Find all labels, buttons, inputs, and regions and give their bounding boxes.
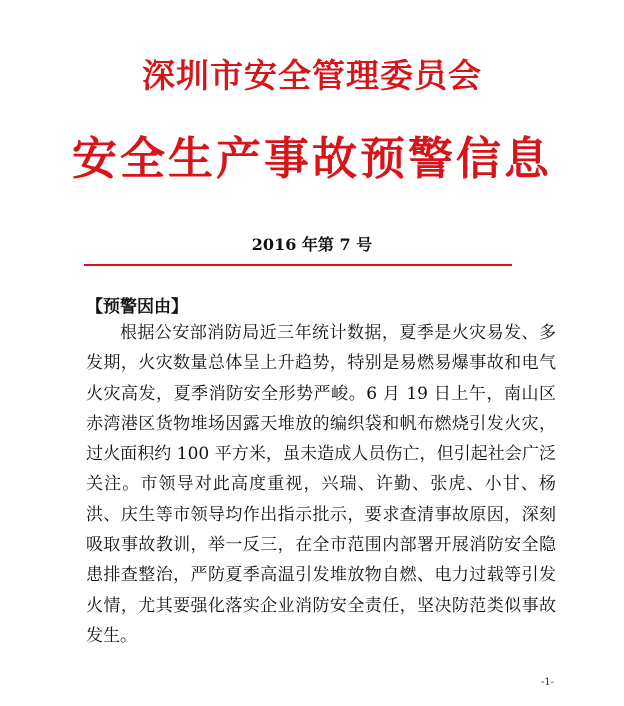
- section-body-paragraph: 根据公安部消防局近三年统计数据，夏季是火灾易发、多发期，火灾数量总体呈上升趋势，特别是易燃易爆事故和电气火灾高发，夏季消防安全形势严峻。6 月 19 日上午，南山区赤湾港区货物堆场因露天堆放的编织袋和帆布燃烧引发火灾，过火面积约 100 平方米，虽未造成人员伤亡，但引起社会广泛关注。市领导对此高度重视，兴瑞、许勤、张虎、小甘、杨洪、庆生等市领导均作出指示批示，要求查清事故原因，深刻吸取事故教训，举一反三，在全市范围内部署开展消防安全隐患排查整治，严防夏季高温引发堆放物自燃、电力过载等引发火情，尤其要强化落实企业消防安全责任，坚决防范类似事故发生。: [86, 323, 556, 646]
- section-heading: 【预警因由】: [86, 297, 188, 317]
- issue-number: 2016 年第 7 号: [251, 235, 373, 254]
- issuing-organization: 深圳市安全管理委员会: [142, 56, 482, 95]
- page-number: -1-: [540, 677, 554, 688]
- document-title: 安全生产事故预警信息: [71, 132, 552, 185]
- red-divider-line: [84, 264, 512, 266]
